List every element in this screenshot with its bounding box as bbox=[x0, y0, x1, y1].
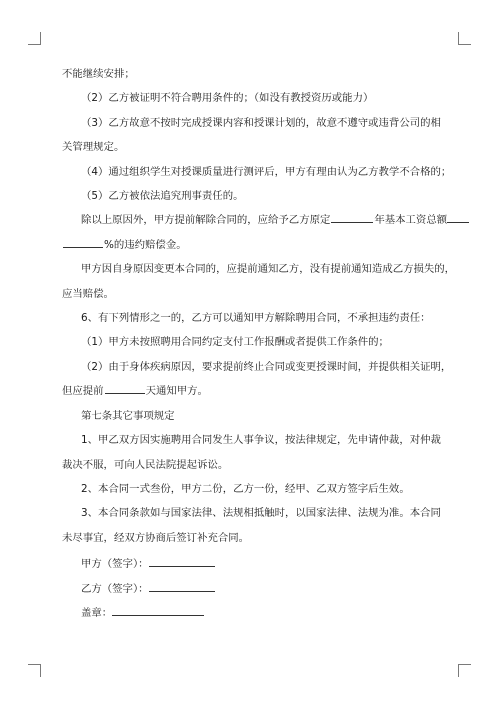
crop-mark-top-left bbox=[28, 32, 41, 45]
party-a-signature-line bbox=[62, 552, 442, 576]
compensation-text-c: %的违约赔偿金。 bbox=[104, 238, 187, 251]
percent-blank[interactable] bbox=[63, 237, 103, 248]
seal-line bbox=[62, 601, 442, 625]
change-paragraph: 甲方因自身原因变更本合同的，应提前通知乙方，没有提前通知造成乙方损失的， bbox=[81, 263, 456, 276]
seal-blank[interactable] bbox=[112, 605, 204, 616]
clause-6-heading: 6、有下列情形之一的，乙方可以通知甲方解除聘用合同，不承担违约责任： bbox=[81, 312, 431, 325]
clause-3-continued: 关管理规定。 bbox=[62, 141, 125, 154]
notice-text-a: 但应提前 bbox=[62, 385, 104, 398]
years-blank[interactable] bbox=[331, 212, 373, 223]
change-paragraph-continued: 应当赔偿。 bbox=[62, 287, 114, 300]
crop-mark-top-right bbox=[458, 32, 471, 45]
document-body bbox=[62, 62, 456, 625]
article-7-item-3: 3、本合同条款如与国家法律、法规相抵触时，以国家法律、法规为准。本合同 bbox=[81, 507, 441, 520]
article-7-heading: 第七条其它事项规定 bbox=[81, 409, 175, 422]
article-7-item-1-continued: 裁决不服，可向人民法院提起诉讼。 bbox=[62, 458, 229, 471]
article-7-item-2: 2、本合同一式叁份，甲方二份，乙方一份，经甲、乙双方签字后生效。 bbox=[81, 482, 410, 495]
days-blank[interactable] bbox=[105, 383, 145, 394]
clause-6-item-2-continued bbox=[62, 379, 442, 403]
salary-blank-end[interactable] bbox=[447, 212, 469, 223]
article-7-item-3-continued: 未尽事宜，经双方协商后签订补充合同。 bbox=[62, 531, 250, 544]
clause-5: （5）乙方被依法追究刑事责任的。 bbox=[81, 190, 244, 203]
compensation-text-a: 除以上原因外，甲方提前解除合同的，应给予乙方原定 bbox=[81, 214, 331, 227]
seal-label: 盖章： bbox=[81, 606, 113, 619]
article-7-item-1: 1、甲乙双方因实施聘用合同发生人事争议，按法律规定，先申请仲裁，对仲裁 bbox=[81, 434, 441, 447]
party-b-label: 乙方（签字）： bbox=[81, 582, 149, 595]
notice-text-b: 天通知甲方。 bbox=[145, 385, 208, 398]
clause-6-item-2: （2）由于身体疾病原因，要求提前终止合同或变更授课时间，并提供相关证明， bbox=[81, 360, 452, 373]
crop-mark-bottom-left bbox=[28, 664, 41, 677]
clause-6-item-1: （1）甲方未按照聘用合同约定支付工作报酬或者提供工作条件的； bbox=[81, 336, 389, 349]
party-b-signature-blank[interactable] bbox=[149, 581, 215, 592]
crop-mark-bottom-right bbox=[458, 664, 471, 677]
party-b-signature-line bbox=[62, 577, 442, 601]
clause-3: （3）乙方故意不按时完成授课内容和授课计划的，故意不遵守或违背公司的相 bbox=[81, 116, 441, 129]
party-a-signature-blank[interactable] bbox=[149, 556, 215, 567]
compensation-paragraph bbox=[62, 208, 448, 232]
text-line: 不能继续安排； bbox=[62, 68, 135, 80]
party-a-label: 甲方（签字）： bbox=[81, 558, 149, 571]
compensation-paragraph-continued bbox=[62, 233, 442, 257]
clause-2: （2）乙方被证明不符合聘用条件的；（如没有教授资历或能力） bbox=[81, 92, 374, 105]
clause-4: （4）通过组织学生对授课质量进行测评后，甲方有理由认为乙方教学不合格的； bbox=[81, 165, 452, 178]
compensation-text-b: 年基本工资总额 bbox=[374, 214, 448, 227]
